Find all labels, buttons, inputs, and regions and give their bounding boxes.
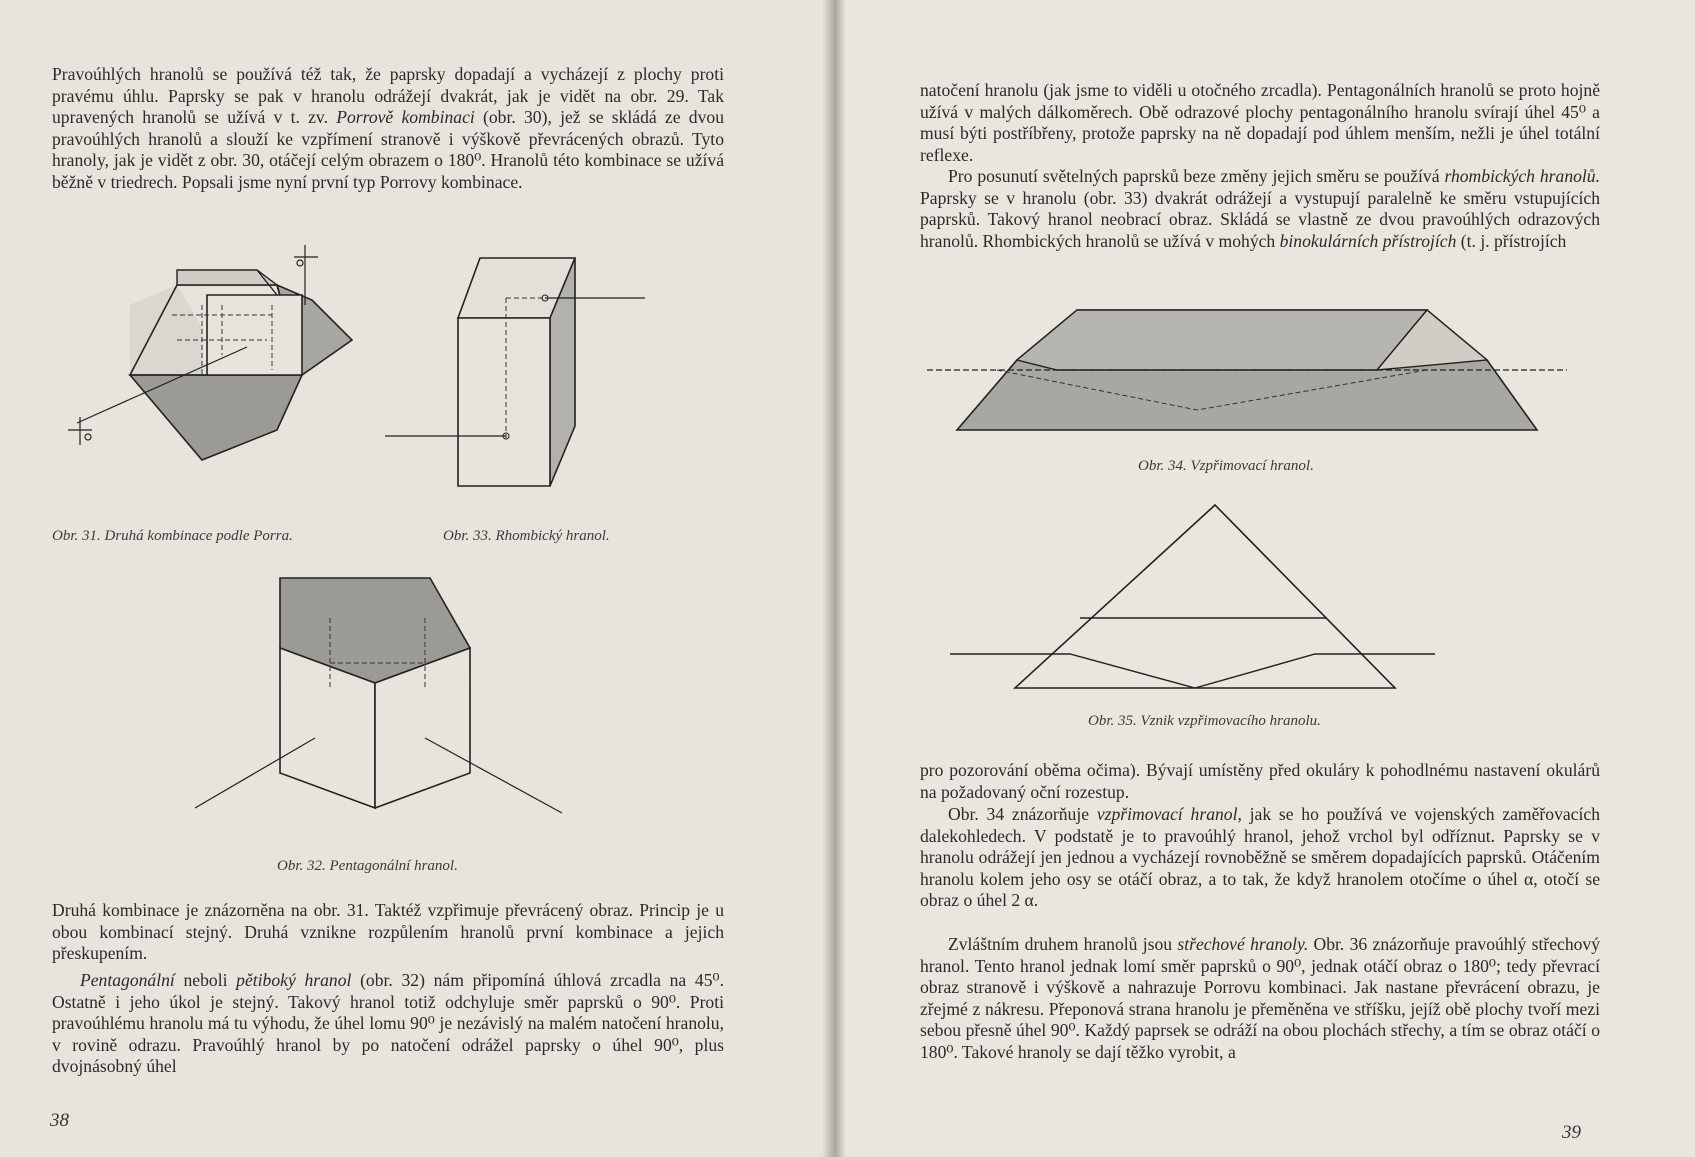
right-paragraph-3: pro pozorování oběma očima). Bývají umístěny před okuláry k pohodlnému nastavení okulárů na požadovaný oční rozestup. [920,760,1600,802]
figure-33-rhombic-prism [410,258,660,498]
caption-figure-32: Obr. 32. Pentagonální hranol. [277,858,458,874]
figure-31-porro-combination [72,245,372,500]
right-paragraph-1: natočení hranolu (jak jsme to viděli u otočného zrcadla). Pentagonálních hranolů se proto hojně užívá v malých dálkoměrech. Obě odrazové plochy pentagonálního hranolu svírají úhel 45⁰ a musí býti postříbřeny, protože paprsky na ně dopadají pod úhlem menším, nežli je úhel totální reflexe. [920,80,1600,165]
figure-35-erecting-prism-origin [1015,500,1415,700]
page-number-left: 38 [50,1110,69,1131]
left-paragraph-2: Druhá kombinace je znázorněna na obr. 31. Taktéž vzpřimuje převrácený obraz. Princip je u obou kombinací stejný. Druhá vznikne rozpůlením hranolů první kombinace a jejich přeskupením. [52,900,724,964]
right-paragraph-4: Obr. 34 znázorňuje vzpřimovací hranol, jak se ho používá ve vojenských zaměřovacích dalekohledech. V podstatě je to pravoúhlý hranol, jehož vrchol byl odříznut. Paprsky se v hranolu odrážejí jen jednou a vycházejí rovnoběžně se směrem dopadajících paprsků. Otáčením hranolu kolem jeho osy se otáčí obraz, a to tak, že když hranolem otočíme o úhel α, otočí se obraz o úhel 2 α. [920,804,1600,911]
caption-figure-35: Obr. 35. Vznik vzpřimovacího hranolu. [1088,713,1321,729]
right-paragraph-2: Pro posunutí světelných paprsků beze změny jejich směru se používá rhombických hranolů. Paprsky se v hranolu (obr. 33) dvakrát odrážejí a vystupují paralelně ke směru vstupujících paprsků. Takový hranol neobrací obraz. Skládá se vlastně ze dvou pravoúhlých odrazových hranolů. Rhombických hranolů se užívá v mohých binokulárních přístrojích (t. j. přístrojích [920,166,1600,251]
right-page [832,0,1695,1157]
caption-figure-34: Obr. 34. Vzpřimovací hranol. [1138,458,1314,474]
left-page [0,0,832,1157]
left-paragraph-1: Pravoúhlých hranolů se používá též tak, že paprsky dopadají a vycházejí z plochy proti pravému úhlu. Paprsky se pak v hranolu odrážejí dvakrát, jak je vidět na obr. 29. Tak upravených hranolů se užívá v t. zv. Porrově kombinaci (obr. 30), jež se skládá ze dvou pravoúhlých hranolů a slouží ke vzpřímení stranově i výškově převrácených obrazů. Tyto hranoly, jak je vidět z obr. 30, otáčejí celým obrazem o 180⁰. Hranolů této kombinace se užívá běžně v triedrech. Popsali jsme nyní první typ Porrovy kombinace. [52,64,724,192]
page-number-right: 39 [1562,1122,1581,1143]
caption-figure-31: Obr. 31. Druhá kombinace podle Porra. [52,528,293,544]
book-gutter [822,0,846,1157]
caption-figure-33: Obr. 33. Rhombický hranol. [443,528,610,544]
figure-32-pentagonal-prism [170,578,590,838]
figure-34-erecting-prism [957,300,1557,440]
right-paragraph-5: Zvláštním druhem hranolů jsou střechové hranoly. Obr. 36 znázorňuje pravoúhlý střechový hranol. Tento hranol jednak lomí směr paprsků o 90⁰, jednak otáčí obraz o 180⁰; tedy převrací obraz stranově i výškově a nahrazuje Porrovu kombinaci. Jak nastane převrácení obrazu, je zřejmé z nákresu. Přeponová strana hranolu je přeměněna ve stříšku, jejíž obě plochy tvoří mezi sebou přesně úhel 90⁰. Každý paprsek se odráží na obou plochách střechy, a tím se obraz otáčí o 180⁰. Takové hranoly se dají těžko vyrobit, a [920,934,1601,1062]
left-paragraph-3: Pentagonální neboli pětiboký hranol (obr. 32) nám připomíná úhlová zrcadla na 45⁰. Ostatně i jeho úkol je stejný. Takový hranol totiž odchyluje směr paprsků o 90⁰. Proti pravoúhlému hranolu má tu výhodu, že úhel lomu 90⁰ je nezávislý na malém natočení hranolu, v rovině odrazu. Pravoúhlý hranol by po natočení odrážel paprsky o úhel 90⁰, plus dvojnásobný úhel [52,970,724,1077]
